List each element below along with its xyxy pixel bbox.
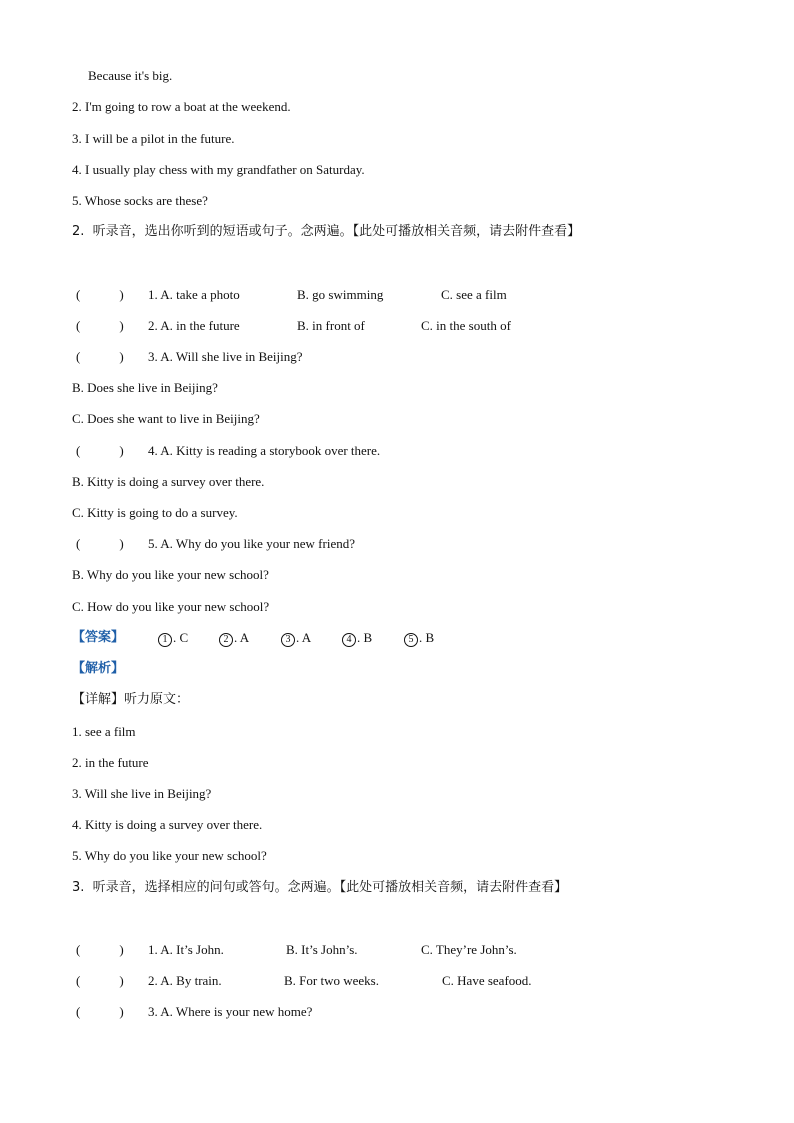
s3-question-3-option-a: 3. A. Where is your new home? [148,1004,313,1019]
analysis-tag: 【解析】 [72,661,125,676]
transcript-line: 3. Will she live in Beijing? [72,786,212,801]
answer-value: . A [234,630,250,645]
question-3-option-a: 3. A. Will she live in Beijing? [148,349,303,364]
s3-question-1-option-a: 1. A. It’s John. [148,942,224,957]
question-5-option-b: B. Why do you like your new school? [72,567,269,582]
question-1-option-a: 1. A. take a photo [148,287,240,302]
answer-value: . C [173,630,189,645]
circled-number: 4 [342,633,356,647]
answer-item [404,630,434,647]
circled-number: 5 [404,633,418,647]
listening-text-line: 5. Whose socks are these? [72,193,208,208]
transcript-line: 4. Kitty is doing a survey over there. [72,817,263,832]
section-2-heading: 2. 听录音，选出你听到的短语或句子。念两遍。【此处可播放相关音频，请去附件查看】 [72,224,581,239]
detail-heading: 【详解】听力原文： [72,692,190,707]
question-3-option-b: B. Does she live in Beijing? [72,380,218,395]
section-3-heading: 3. 听录音，选择相应的问句或答句。念两遍。【此处可播放相关音频，请去附件查看】 [72,880,568,895]
listening-text-line: 4. I usually play chess with my grandfather on Saturday. [72,162,365,177]
carry-over-answer: Because it's big. [88,68,173,83]
s3-question-2-option-b: B. For two weeks. [284,973,379,988]
answer-blank: ( ) [76,318,124,333]
s3-question-2-option-c: C. Have seafood. [442,973,532,988]
answer-value: . B [419,630,435,645]
answer-blank: ( ) [76,536,124,551]
answer-value: . B [357,630,373,645]
question-3-option-c: C. Does she want to live in Beijing? [72,411,260,426]
answer-blank: ( ) [76,1004,124,1019]
question-4-option-c: C. Kitty is going to do a survey. [72,505,238,520]
transcript-line: 5. Why do you like your new school? [72,848,267,863]
transcript-line: 2. in the future [72,755,149,770]
transcript-line: 1. see a film [72,724,136,739]
answer-blank: ( ) [76,287,124,302]
answer-item [281,630,311,647]
question-2-option-c: C. in the south of [421,318,511,333]
question-2-option-b: B. in front of [297,318,365,333]
question-4-option-a: 4. A. Kitty is reading a storybook over there. [148,443,381,458]
s3-question-1-option-c: C. They’re John’s. [421,942,517,957]
answer-value: . A [296,630,312,645]
answer-blank: ( ) [76,443,124,458]
listening-text-line: 2. I'm going to row a boat at the weekend. [72,99,291,114]
answer-item [158,630,188,647]
circled-number: 1 [158,633,172,647]
answer-blank: ( ) [76,973,124,988]
listening-text-line: 3. I will be a pilot in the future. [72,131,235,146]
question-4-option-b: B. Kitty is doing a survey over there. [72,474,265,489]
s3-question-2-option-a: 2. A. By train. [148,973,222,988]
answer-item [342,630,372,647]
answer-blank: ( ) [76,349,124,364]
question-1-option-c: C. see a film [441,287,507,302]
circled-number: 2 [219,633,233,647]
answer-blank: ( ) [76,942,124,957]
circled-number: 3 [281,633,295,647]
answer-item [219,630,249,647]
question-5-option-c: C. How do you like your new school? [72,599,270,614]
question-5-option-a: 5. A. Why do you like your new friend? [148,536,355,551]
s3-question-1-option-b: B. It’s John’s. [286,942,358,957]
question-2-option-a: 2. A. in the future [148,318,240,333]
question-1-option-b: B. go swimming [297,287,384,302]
answer-tag: 【答案】 [72,630,125,645]
